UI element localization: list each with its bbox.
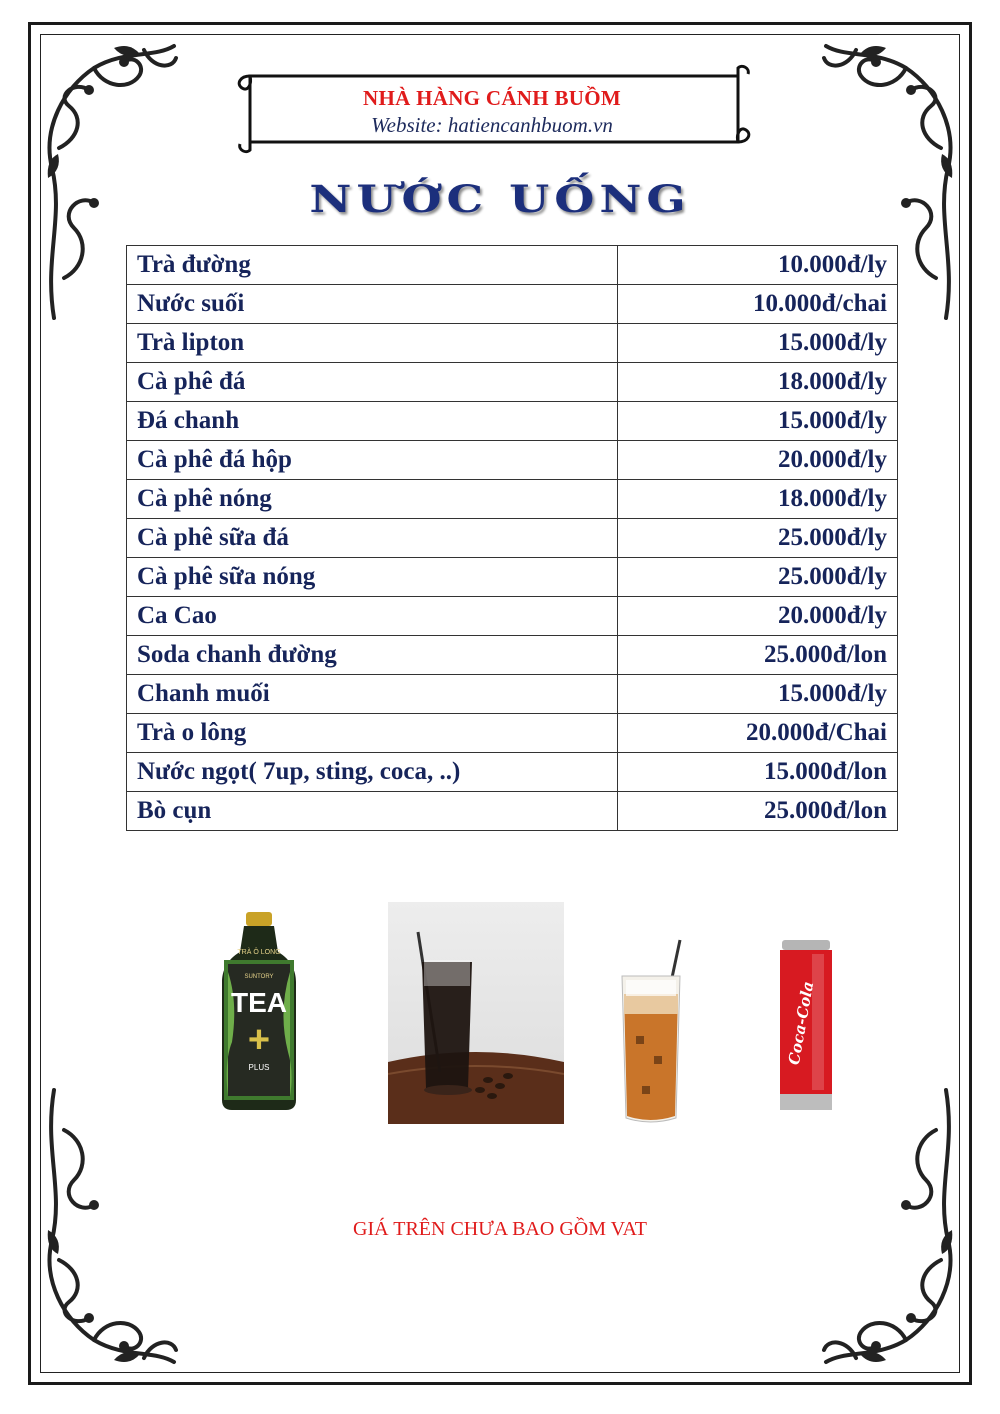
table-row <box>127 363 898 402</box>
item-name: Cà phê sữa nóng <box>127 558 618 597</box>
item-name: Cà phê đá hộp <box>127 441 618 480</box>
item-name: Chanh muối <box>127 675 618 714</box>
table-row <box>127 285 898 324</box>
table-row <box>127 324 898 363</box>
item-name: Cà phê sữa đá <box>127 519 618 558</box>
item-price: 18.000đ/ly <box>618 363 898 402</box>
item-price: 18.000đ/ly <box>618 480 898 519</box>
item-price: 20.000đ/ly <box>618 597 898 636</box>
item-name: Trà đường <box>127 246 618 285</box>
item-price: 20.000đ/Chai <box>618 714 898 753</box>
tea-bottle-sub-label: PLUS <box>248 1063 270 1072</box>
item-price: 10.000đ/ly <box>618 246 898 285</box>
table-row <box>127 246 898 285</box>
item-name: Trà lipton <box>127 324 618 363</box>
table-row <box>127 714 898 753</box>
item-price: 15.000đ/ly <box>618 675 898 714</box>
item-name: Cà phê nóng <box>127 480 618 519</box>
table-row <box>127 753 898 792</box>
menu-title: NƯỚC UỐNG <box>309 176 691 222</box>
item-name: Nước suối <box>127 285 618 324</box>
item-name: Đá chanh <box>127 402 618 441</box>
item-price: 15.000đ/lon <box>618 753 898 792</box>
item-name: Bò cụn <box>127 792 618 831</box>
table-row <box>127 480 898 519</box>
tea-bottle-word-label: TEA <box>231 987 287 1018</box>
item-name: Ca Cao <box>127 597 618 636</box>
table-row <box>127 519 898 558</box>
drinks-price-table <box>126 245 898 831</box>
milk-coffee-glass-image <box>616 936 688 1126</box>
header-scroll-banner <box>232 64 752 154</box>
table-row <box>127 558 898 597</box>
table-row <box>127 441 898 480</box>
item-name: Trà o lông <box>127 714 618 753</box>
item-name: Cà phê đá <box>127 363 618 402</box>
item-price: 10.000đ/chai <box>618 285 898 324</box>
item-price: 25.000đ/ly <box>618 519 898 558</box>
item-price: 15.000đ/ly <box>618 402 898 441</box>
table-row <box>127 402 898 441</box>
coca-cola-can-image <box>776 940 836 1112</box>
tea-bottle-top-label: TRÀ Ô LONG <box>237 949 281 956</box>
drink-photos <box>0 900 1000 1130</box>
tea-plus-bottle-image <box>218 912 300 1112</box>
table-row <box>127 792 898 831</box>
table-row <box>127 636 898 675</box>
item-price: 15.000đ/ly <box>618 324 898 363</box>
item-price: 25.000đ/lon <box>618 792 898 831</box>
item-name: Nước ngọt( 7up, sting, coca, ..) <box>127 753 618 792</box>
iced-coffee-photo <box>388 902 564 1124</box>
svg-text:+: + <box>247 1019 271 1061</box>
restaurant-name: NHÀ HÀNG CÁNH BUỒM <box>363 86 621 110</box>
item-price: 20.000đ/ly <box>618 441 898 480</box>
vat-note: GIÁ TRÊN CHƯA BAO GỒM VAT <box>353 1218 647 1240</box>
coke-logo-text: Coca-Cola <box>784 980 818 1067</box>
website-text: Website: hatiencanhbuom.vn <box>371 113 613 137</box>
item-name: Soda chanh đường <box>127 636 618 675</box>
item-price: 25.000đ/lon <box>618 636 898 675</box>
tea-bottle-brand-label: SUNTORY <box>244 974 274 980</box>
item-price: 25.000đ/ly <box>618 558 898 597</box>
table-row <box>127 675 898 714</box>
table-row <box>127 597 898 636</box>
